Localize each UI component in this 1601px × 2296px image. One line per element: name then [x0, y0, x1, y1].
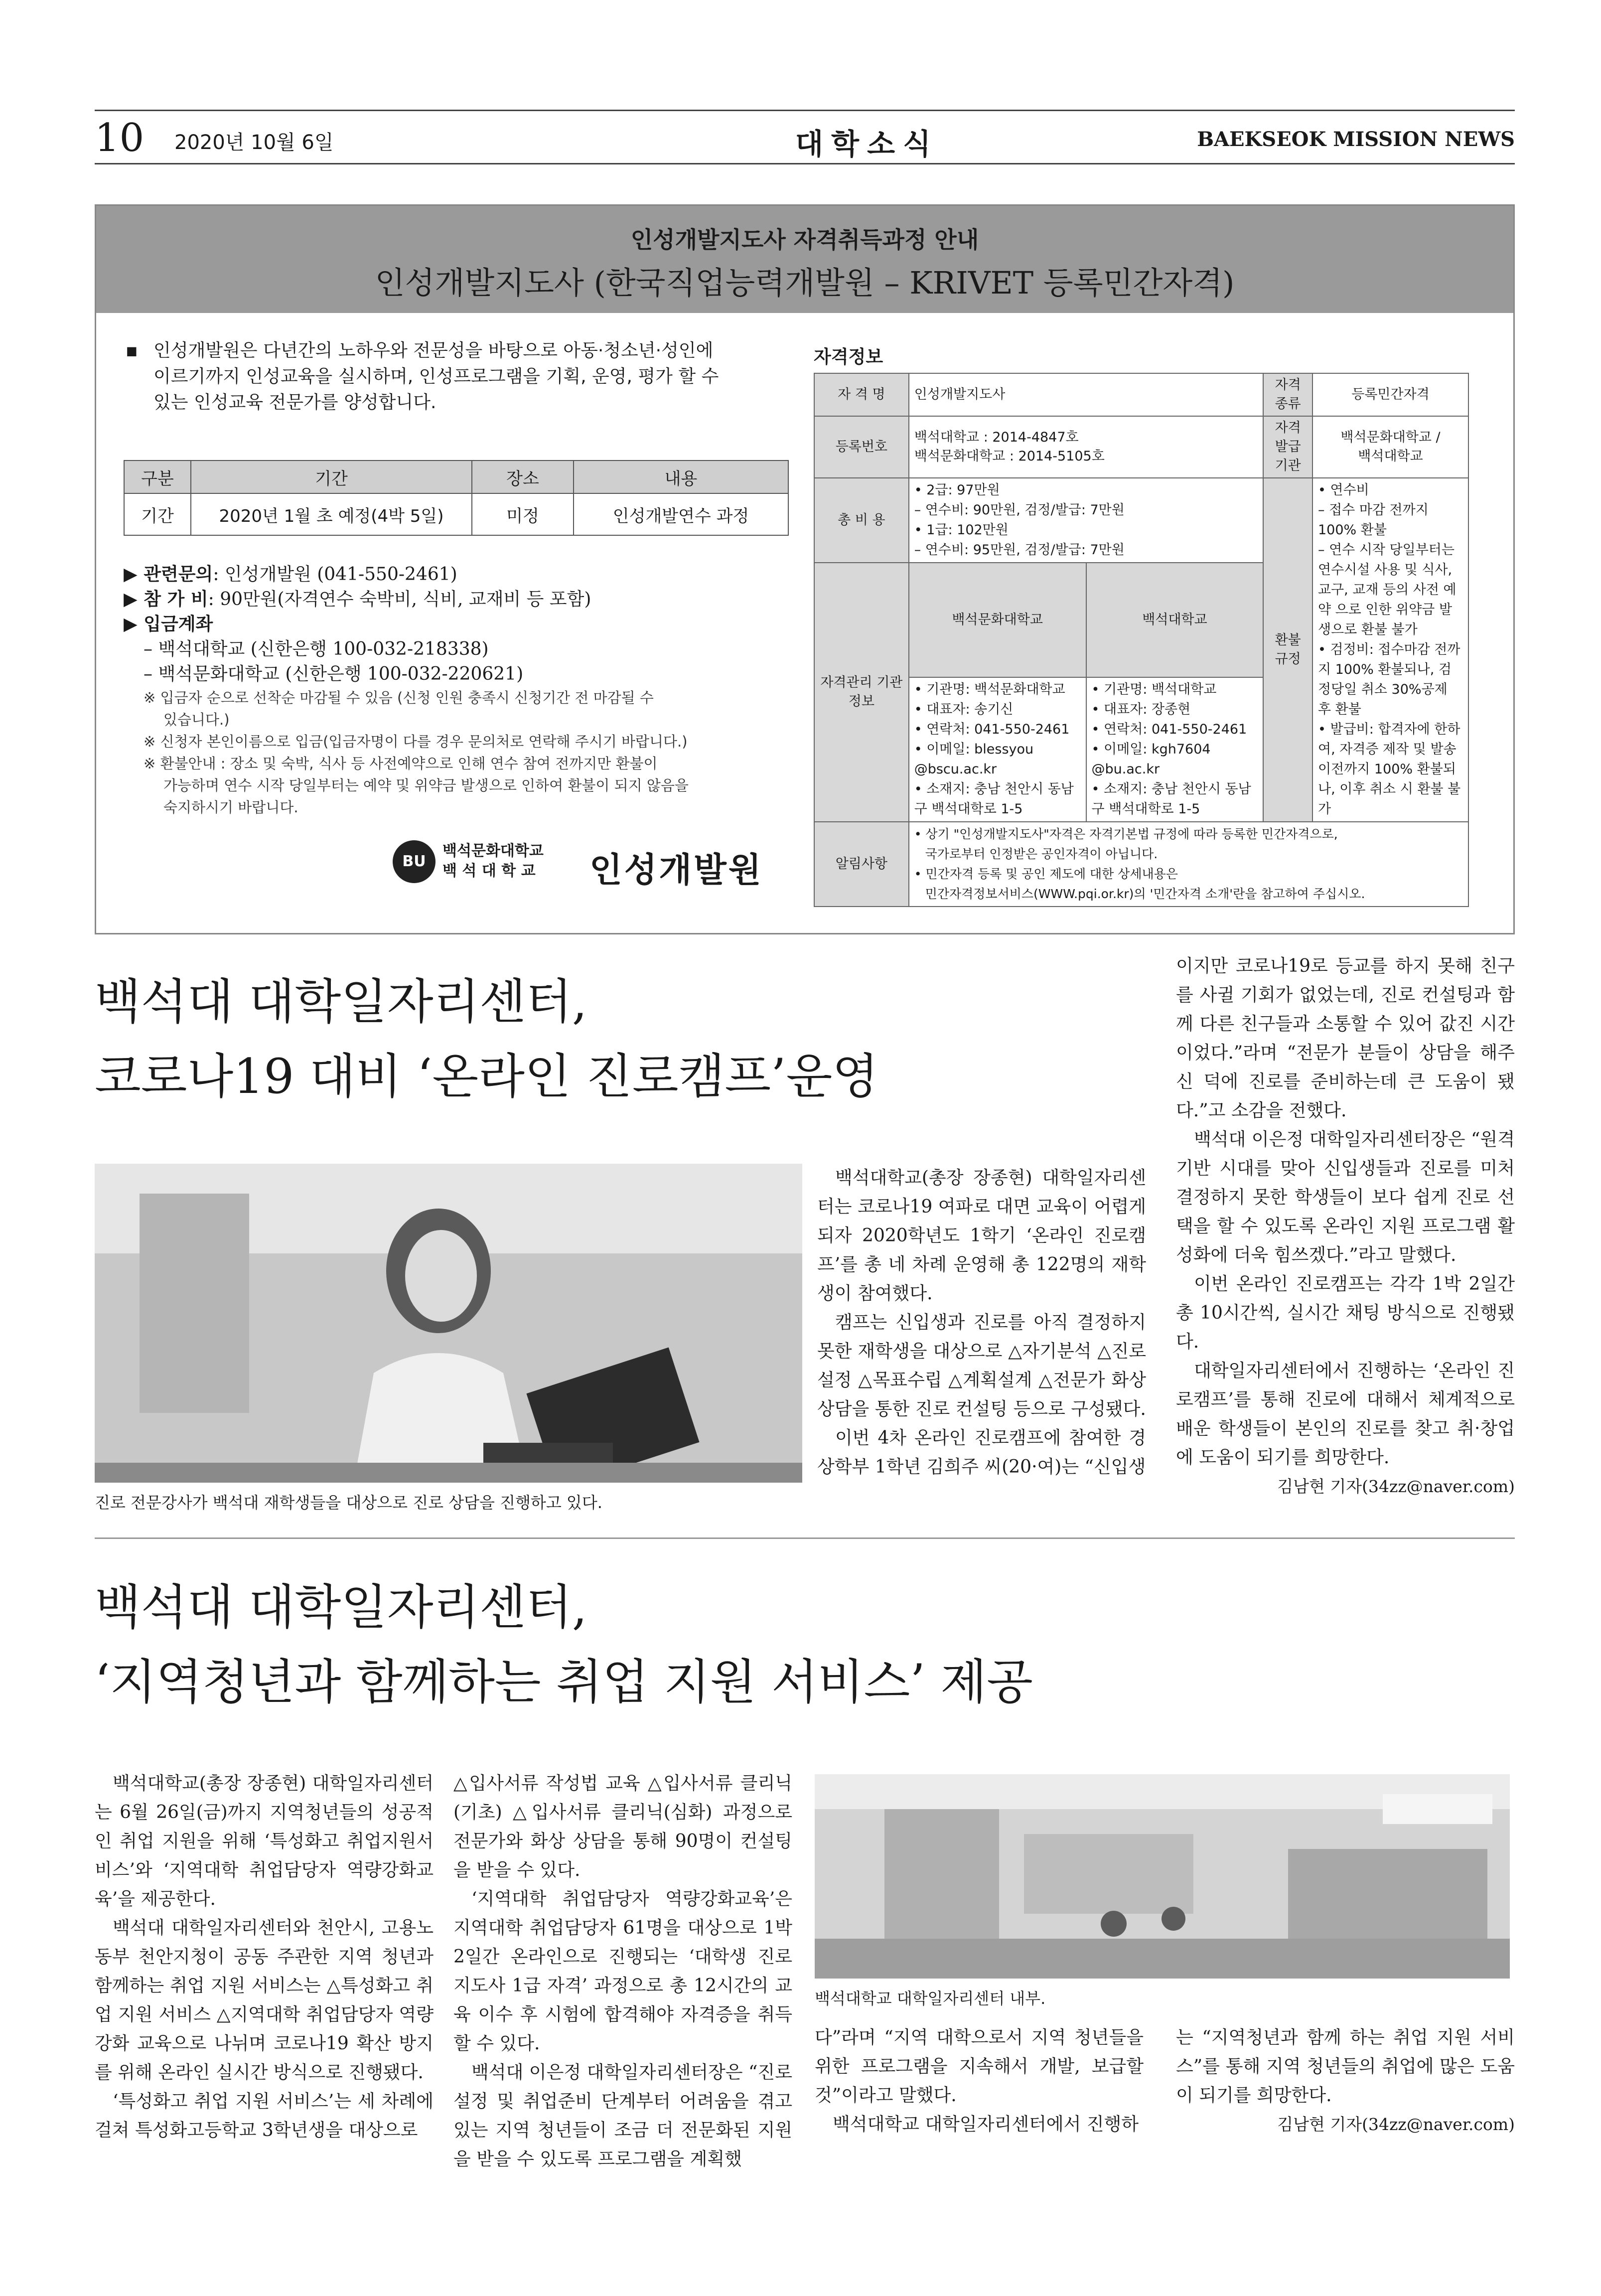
contact-row — [124, 562, 806, 587]
fee-row — [124, 587, 806, 612]
article-divider — [95, 1537, 1515, 1539]
career-center-interior-illustration — [815, 1774, 1510, 1979]
paper-name: BAEKSEOK MISSION NEWS — [1197, 128, 1515, 151]
paragraph: 이번 온라인 진로캠프는 각각 1박 2일간 총 10시간씩, 실시간 채팅 방식으로 진행됐다. — [1176, 1274, 1515, 1352]
refund-line: – 연수 시작 당일부터는 연수시설 사용 및 식사, 교구, 교재 등의 사전 예약 으로 인한 위약금 발생으로 환불 불가 — [1317, 542, 1456, 637]
article1-col1 — [817, 1164, 1146, 1482]
paragraph: ‘지역대학 취업담당자 역량강화교육’은 지역대학 취업담당자 61명을 대상으로 1박2일간 온라인으로 진행되는 ‘대학생 진로 지도사 1급 자격’ 과정으로 총 12시간의 교육 이수 후 시험에 합격해야 자격증을 취득할 수 있다. — [453, 1889, 792, 2054]
table-cell: 기간 — [124, 493, 191, 535]
account-line: – 백석문화대학교 (신한은행 100-032-220621) — [144, 664, 524, 684]
cert-info-table — [814, 373, 1469, 907]
table-cell: 미정 — [472, 493, 574, 535]
headline-line: 백석대 대학일자리센터, — [95, 974, 587, 1030]
refund-line: • 연수비 — [1317, 482, 1369, 498]
page-header — [95, 110, 1515, 164]
photo-caption: 진로 전문강사가 백석대 재학생들을 대상으로 진로 상담을 진행하고 있다. — [95, 1493, 602, 1512]
paragraph: 는 “지역청년과 함께 하는 취업 지원 서비스”를 통해 지역 청년들의 취업에 많은 도움이 되기를 희망한다. — [1176, 2027, 1515, 2106]
table-cell: 등록민간자격 — [1312, 373, 1468, 416]
byline: 김남현 기자(34zz@naver.com) — [1277, 2115, 1515, 2134]
notice-line: • 상기 "인성개발지도사"자격은 자격기본법 규정에 따라 등록한 민간자격으로, — [914, 827, 1338, 841]
notice-line: 국가로부터 인정받은 공인자격이 아닙니다. — [925, 847, 1158, 861]
note-line: ※ 신청자 본인이름으로 입금(입금자명이 다를 경우 문의처로 연락해 주시기 바랍니다.) — [144, 733, 688, 750]
issuer-line: 백석문화대학교 / — [1340, 430, 1441, 445]
paragraph: ‘특성화고 취업 지원 서비스’는 세 차례에 걸쳐 특성화고등학교 3학년생을 대상으로 — [95, 2091, 434, 2141]
table-header-cell: 백석대학교 — [1086, 563, 1264, 677]
article1-col2 — [1176, 952, 1515, 1501]
cost-line: • 2급: 97만원 — [914, 482, 1000, 498]
article2-col4 — [1176, 2023, 1515, 2139]
cost-line: • 1급: 102만원 — [914, 522, 1009, 538]
table-header-cell: 백석문화대학교 — [909, 563, 1086, 677]
table-cell: 인성개발연수 과정 — [574, 493, 788, 535]
note-line: 가능하며 연수 시작 당일부터는 예약 및 위약금 발생으로 인하여 환불이 되지 않음을 — [163, 777, 689, 794]
paragraph: 백석대학교(총장 장종현) 대학일자리센터는 코로나19 여파로 대면 교육이 어렵게 되자 2020학년도 1학기 ‘온라인 진로캠프’를 총 네 차례 운영해 총 122명의 재학생이 참여했다. — [817, 1168, 1146, 1304]
headline-line: ‘지역청년과 함께하는 취업 지원 서비스’ 제공 — [95, 1654, 1033, 1710]
table-header-cell: 등록번호 — [814, 416, 909, 478]
notice-line: • 민간자격 등록 및 공인 제도에 대한 상세내용은 — [914, 867, 1178, 881]
note-line: ※ 환불안내 : 장소 및 숙박, 식사 등 사전예약으로 인해 연수 참여 전까지만 환불이 — [144, 755, 658, 772]
logo-line: 백 석 대 학 교 — [442, 862, 536, 880]
ad-intro — [126, 338, 789, 416]
intro-line: 있는 인성교육 전문가를 양성합니다. — [153, 392, 437, 413]
table-header-cell: 자격 발급 기관 — [1263, 416, 1312, 478]
refund-line: • 발급비: 합격자에 한하여, 자격증 제작 및 발송 이전까지 100% 환불되나, 이후 취소 시 환불 불가 — [1317, 722, 1461, 817]
table-cell — [909, 416, 1264, 478]
article2-col1 — [95, 1769, 434, 2145]
org-line: • 연락처: 041-550-2461 — [914, 722, 1070, 737]
paragraph: 백석대 이은정 대학일자리센터장은 “진로설정 및 취업준비 단계부터 어려움을 겪고 있는 지역 청년들이 조금 더 전문화된 지원을 받을 수 있도록 프로그램을 계획했 — [453, 2062, 792, 2169]
ad-title: 인성개발지도사 (한국직업능력개발원 – KRIVET 등록민간자격) — [375, 265, 1235, 301]
refund-line: – 접수 마감 전까지 100% 환불 — [1317, 502, 1429, 538]
counseling-photo — [95, 1164, 802, 1483]
table-row — [814, 416, 1468, 478]
note-line: ※ 입금자 순으로 선착순 마감될 수 있음 (신청 인원 충족시 신청기간 전 마감될 수 — [144, 689, 654, 706]
table-cell: 2020년 1월 초 예정(4박 5일) — [191, 493, 472, 535]
refund-line: • 검정비: 접수마감 전까지 100% 환불되나, 검정당일 취소 30%공제 후 환불 — [1317, 642, 1460, 717]
page-number: 10 — [95, 116, 145, 160]
account-line: – 백석대학교 (신한은행 100-032-218338) — [144, 639, 489, 659]
table-row — [124, 493, 788, 535]
header-rule-top — [95, 110, 1515, 111]
paragraph: 백석대 이은정 대학일자리센터장은 “원격 기반 시대를 맞아 신입생들과 진로를 미처 결정하지 못한 학생들이 보다 쉽게 진로 선택을 할 수 있도록 온라인 지원 프로그램 활성화에 더욱 힘쓰겠다.”라고 말했다. — [1176, 1129, 1515, 1265]
article2-col3 — [815, 2023, 1144, 2139]
table-header-cell: 자격관리 기관정보 — [814, 563, 909, 822]
table-header-cell: 내용 — [574, 460, 788, 493]
paragraph: 백석대학교 대학일자리센터에서 진행하 — [833, 2114, 1139, 2135]
org-line: • 대표자: 장종현 — [1091, 702, 1191, 717]
article2-col2 — [453, 1769, 792, 2174]
article1-headline — [95, 964, 1116, 1114]
table-header-cell: 총 비 용 — [814, 478, 909, 563]
schedule-table — [124, 460, 789, 536]
issuer-line: 백석대학교 — [1358, 449, 1423, 464]
ad-banner — [96, 206, 1513, 313]
career-center-photo — [815, 1774, 1510, 1979]
counselor-photo-illustration — [95, 1164, 802, 1483]
ad-info — [124, 562, 806, 818]
reg-line: 백석대학교 : 2014-4847호 — [914, 430, 1079, 445]
fee-value: : 90만원(자격연수 숙박비, 식비, 교재비 등 포함) — [208, 589, 591, 610]
paragraph: △입사서류 작성법 교육 △입사서류 클리닉(기초) △입사서류 클리닉(심화) 과정으로 전문가와 화상 상담을 통해 90명이 컨설팅을 받을 수 있다. — [453, 1773, 792, 1880]
org-line: • 이메일: kgh7604 @bu.ac.kr — [1091, 742, 1211, 777]
inseong-institute-logo — [393, 836, 796, 891]
ad-subtitle: 인성개발지도사 자격취득과정 안내 — [630, 226, 979, 253]
cost-line: – 연수비: 95만원, 검정/발급: 7만원 — [914, 542, 1125, 558]
note-line: 숙지하시기 바랍니다. — [163, 799, 298, 816]
org-line: • 연락처: 041-550-2461 — [1091, 722, 1247, 737]
ad-box — [95, 204, 1515, 934]
table-header-cell: 자격 종류 — [1263, 373, 1312, 416]
reg-line: 백석문화대학교 : 2014-5105호 — [914, 449, 1105, 464]
cert-info-label: 자격정보 — [814, 347, 883, 367]
square-bullet-icon: ■ — [126, 344, 138, 358]
note-line: 있습니다.) — [163, 711, 230, 728]
contact-value: : 인성개발원 (041-550-2461) — [213, 564, 457, 585]
table-header-cell: 자 격 명 — [814, 373, 909, 416]
table-cell: 인성개발지도사 — [909, 373, 1264, 416]
table-header-cell: 구분 — [124, 460, 191, 493]
paragraph: 다”라며 “지역 대학으로서 지역 청년들을 위한 프로그램을 지속해서 개발, 보급할 것”이라고 말했다. — [815, 2027, 1144, 2106]
photo-caption: 백석대학교 대학일자리센터 내부. — [815, 1989, 1046, 2008]
headline-line: 코로나19 대비 ‘온라인 진로캠프’운영 — [95, 1049, 879, 1104]
account-label: ▶ 입금계좌 — [124, 614, 213, 634]
headline-line: 백석대 대학일자리센터, — [95, 1579, 587, 1635]
paragraph: 캠프는 신입생과 진로를 아직 결정하지 못한 재학생을 대상으로 △자기분석 △진로설정 △목표수립 △계획설계 △전문가 화상 상담을 통한 진로 컨설팅 등으로 구성됐다. — [817, 1312, 1146, 1419]
table-cell — [1312, 478, 1468, 822]
contact-label: ▶ 관련문의 — [124, 564, 213, 585]
paragraph: 대학일자리센터에서 진행하는 ‘온라인 진로캠프’를 통해 진로에 대해서 체계적으로 배운 학생들이 본인의 진로를 찾고 취·창업에 도움이 되기를 희망한다. — [1176, 1361, 1515, 1468]
table-row — [814, 478, 1468, 563]
table-row — [814, 373, 1468, 416]
table-cell — [909, 822, 1468, 907]
table-cell — [909, 677, 1086, 822]
byline: 김남현 기자(34zz@naver.com) — [1277, 1477, 1515, 1496]
table-header-cell: 환불 규정 — [1263, 478, 1312, 822]
intro-line: 인성개발원은 다년간의 노하우와 전문성을 바탕으로 아동·청소년·성인에 — [153, 340, 714, 361]
org-line: • 이메일: blessyou @bscu.ac.kr — [914, 742, 1034, 777]
fee-label: ▶ 참 가 비 — [124, 589, 208, 610]
table-cell — [1312, 416, 1468, 478]
org-line: • 소재지: 충남 천안시 동남구 백석대학로 1-5 — [914, 781, 1074, 817]
article2-headline — [95, 1570, 1515, 1719]
table-header-cell: 알림사항 — [814, 822, 909, 907]
logo-line: 백석문화대학교 — [442, 842, 544, 860]
org-line: • 소재지: 충남 천안시 동남구 백석대학로 1-5 — [1091, 781, 1251, 817]
issue-date: 2020년 10월 6일 — [174, 131, 334, 154]
org-line: • 대표자: 송기신 — [914, 702, 1014, 717]
paragraph: 백석대학교(총장 장종현) 대학일자리센터는 6월 26일(금)까지 지역청년들의 성공적인 취업 지원을 위해 ‘특성화고 취업지원서비스’와 ‘지역대학 취업담당자 역량강화교육’을 제공한다. — [95, 1773, 434, 1909]
cost-line: – 연수비: 90만원, 검정/발급: 7만원 — [914, 502, 1125, 518]
bu-emblem-icon: BU — [393, 840, 436, 883]
table-header-row — [124, 460, 788, 493]
table-row — [814, 822, 1468, 907]
org-line: • 기관명: 백석문화대학교 — [914, 682, 1065, 697]
table-cell — [1086, 677, 1264, 822]
logo-university-names — [442, 841, 544, 881]
paragraph: 이번 4차 온라인 진로캠프에 참여한 경상학부 1학년 김희주 씨(20·여)는 “신입생 — [817, 1428, 1146, 1477]
table-header-cell: 장소 — [472, 460, 574, 493]
intro-line: 이르기까지 인성교육을 실시하며, 인성프로그램을 기획, 운영, 평가 할 수 — [153, 366, 719, 387]
table-cell — [909, 478, 1264, 563]
header-rule-bottom — [95, 163, 1515, 164]
table-header-cell: 기간 — [191, 460, 472, 493]
logo-institute-name: 인성개발원 — [589, 851, 763, 890]
org-line: • 기관명: 백석대학교 — [1091, 682, 1217, 697]
paragraph: 백석대 대학일자리센터와 천안시, 고용노동부 천안지청이 공동 주관한 지역 청년과 함께하는 취업 지원 서비스는 △특성화고 취업 지원 서비스 △지역대학 취업담당자 역량강화 교육으로 나뉘며 코로나19 확산 방지를 위해 온라인 실시간 방식으로 진행됐다. — [95, 1918, 434, 2083]
paragraph: 이지만 코로나19로 등교를 하지 못해 친구를 사귈 기회가 없었는데, 진로 컨설팅과 함께 다른 친구들과 소통할 수 있어 값진 시간이었다.”라며 “전문가 분들이 상담을 해주신 덕에 진로를 준비하는데 큰 도움이 됐다.”고 소감을 전했다. — [1176, 956, 1515, 1121]
notice-line: 민간자격정보서비스(WWW.pqi.or.kr)의 '민간자격 소개'란을 참고하여 주십시오. — [925, 887, 1365, 901]
section-title: 대학소식 — [795, 127, 939, 161]
